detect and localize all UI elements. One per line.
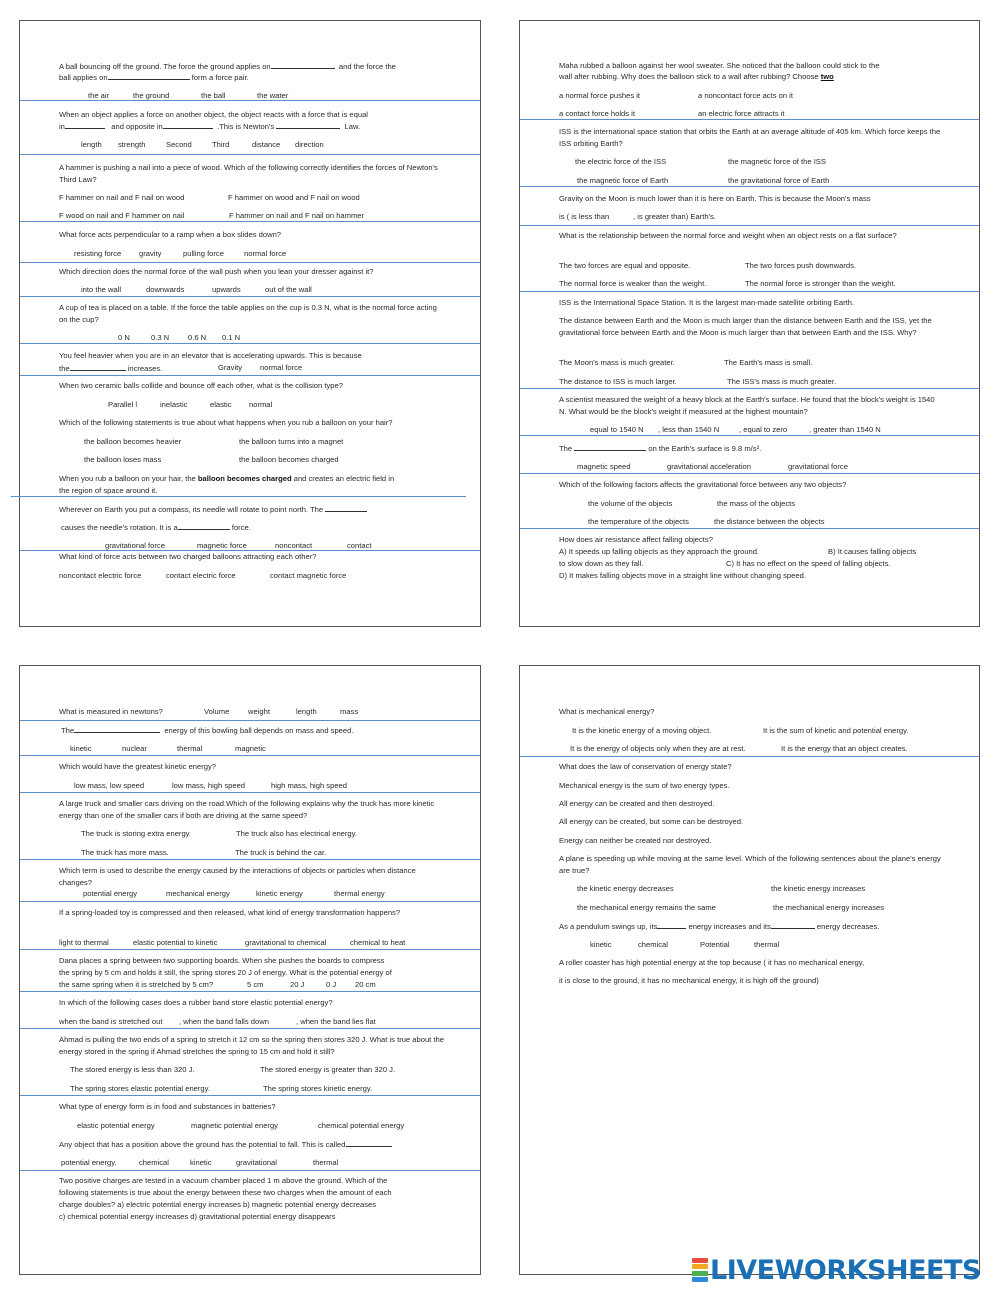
answer-option[interactable]: elastic potential energy: [77, 1121, 155, 1130]
answer-option[interactable]: Third: [212, 140, 230, 149]
answer-option[interactable]: noncontact electric force: [59, 571, 142, 580]
question-text: When two ceramic balls collide and bounce off each other, what is the collision type?: [59, 381, 343, 390]
answer-option[interactable]: The Earth's mass is small.: [724, 358, 813, 367]
question-text: The: [61, 726, 75, 735]
answer-blank[interactable]: [276, 120, 340, 129]
question-text: What is mechanical energy?: [559, 707, 655, 716]
question-text: force.: [231, 523, 251, 532]
answer-option[interactable]: out of the wall: [265, 285, 312, 294]
answer-option[interactable]: gravitational force: [105, 541, 165, 550]
answer-option[interactable]: into the wall: [81, 285, 122, 294]
answer-option[interactable]: a normal force pushes it: [559, 91, 641, 100]
question-text: energy decreases.: [816, 922, 880, 931]
answer-option[interactable]: The spring stores kinetic energy.: [263, 1084, 373, 1093]
answer-option[interactable]: The two forces are equal and opposite.: [559, 261, 691, 270]
answer-option[interactable]: gravity: [139, 249, 162, 258]
answer-option[interactable]: It is the energy of objects only when they are at rest.: [570, 744, 746, 753]
worksheet-page-forces-1: [19, 20, 481, 627]
answer-option[interactable]: the gravitational force of Earth: [728, 176, 830, 185]
answer-option[interactable]: chemical potential energy: [318, 1121, 405, 1130]
answer-option[interactable]: c) chemical potential energy increases d) gravitational potential energy disappears: [59, 1212, 336, 1221]
answer-blank[interactable]: [574, 442, 646, 451]
question-text: ISS is the International Space Station. It is the largest man-made satellite orbiting Earth.: [559, 298, 855, 307]
answer-option[interactable]: thermal: [754, 940, 780, 949]
answer-option[interactable]: the balloon becomes heavier: [84, 437, 182, 446]
answer-option[interactable]: magnetic: [235, 744, 266, 753]
emphasis-text: two: [820, 72, 834, 81]
answer-option[interactable]: the magnetic force of Earth: [577, 176, 669, 185]
answer-blank[interactable]: [70, 362, 126, 371]
question-text: Ahmad is pulling the two ends of a spring to stretch it 12 cm so the spring then stores 320 J. What is true about the energy stored in the spring if Ahmad stretches the spring to 15 cm and hold it still?: [59, 1035, 444, 1056]
worksheet-page-energy-1: [19, 665, 481, 1275]
question-text: When an object applies a force on another object, the object reacts with a force that is equal: [59, 110, 368, 119]
divider: [520, 186, 979, 187]
answer-option[interactable]: All energy can be created, but some can be destroyed.: [559, 817, 744, 826]
question-text: Which term is used to describe the energy caused by the interactions of objects or particles when distance changes?: [59, 866, 416, 887]
answer-option[interactable]: elastic: [210, 400, 232, 409]
answer-option[interactable]: potential energy.: [61, 1158, 117, 1167]
question-text: the spring by 5 cm and holds it still, the spring stores 20 J of energy. What is the potential energy of: [59, 968, 392, 977]
question-text: A cup of tea is placed on a table. If the force the table applies on the cup is 0.3 N, what is the normal force acting on the cup?: [59, 303, 437, 324]
question-text: When you rub a balloon on your hair, the: [59, 474, 196, 483]
question-text: .This is Newton's: [217, 122, 275, 131]
answer-option[interactable]: 0.1 N: [222, 333, 241, 342]
answer-option[interactable]: the balloon turns into a magnet: [239, 437, 344, 446]
answer-option[interactable]: The truck also has electrical energy.: [236, 829, 357, 838]
answer-option[interactable]: inelastic: [160, 400, 188, 409]
question-text: following statements is true about the energy between these two charges when the amount of each: [59, 1188, 392, 1197]
answer-option[interactable]: downwards: [146, 285, 185, 294]
answer-option[interactable]: the electric force of the ISS: [575, 157, 667, 166]
question-text: in: [59, 122, 65, 131]
answer-option[interactable]: 0 N: [118, 333, 130, 342]
answer-option[interactable]: distance: [252, 140, 281, 149]
worksheet-page-forces-2: [519, 20, 980, 627]
answer-option[interactable]: strength: [118, 140, 146, 149]
answer-option[interactable]: Energy can neither be created nor destroyed.: [559, 836, 712, 845]
answer-blank[interactable]: [771, 920, 815, 929]
answer-option[interactable]: length: [296, 707, 317, 716]
answer-blank[interactable]: [74, 724, 160, 733]
answer-option[interactable]: the mass of the objects: [717, 499, 796, 508]
answer-blank[interactable]: [178, 521, 230, 530]
divider: [20, 1170, 480, 1171]
answer-option[interactable]: an electric force attracts it: [698, 109, 785, 118]
answer-blank[interactable]: [108, 71, 190, 80]
answer-option[interactable]: The stored energy is greater than 320 J.: [260, 1065, 396, 1074]
question-text: A scientist measured the weight of a heavy block at the Earth's surface. He found that the block's weight is 1540 N. What would be the block's weight if measured at the highest mountain?: [559, 395, 935, 416]
divider: [20, 100, 480, 101]
answer-option[interactable]: Parallel l: [108, 400, 138, 409]
answer-option[interactable]: normal force: [244, 249, 287, 258]
answer-option[interactable]: the kinetic energy increases: [771, 884, 866, 893]
answer-option[interactable]: equal to 1540 N: [590, 425, 644, 434]
answer-option[interactable]: when the band is stretched out: [59, 1017, 163, 1026]
answer-option[interactable]: Mechanical energy is the sum of two energy types.: [559, 781, 730, 790]
answer-option[interactable]: thermal: [313, 1158, 339, 1167]
answer-option[interactable]: A) It speeds up falling objects as they approach the ground.: [559, 547, 760, 556]
answer-option[interactable]: pulling force: [183, 249, 224, 258]
answer-option[interactable]: The stored energy is less than 320 J.: [70, 1065, 195, 1074]
answer-option[interactable]: It is the sum of kinetic and potential energy.: [763, 726, 909, 735]
answer-option[interactable]: thermal energy: [334, 889, 385, 898]
answer-option[interactable]: to slow down as they fall.: [559, 559, 644, 568]
answer-blank[interactable]: [163, 120, 213, 129]
logo-stripe: [692, 1258, 708, 1263]
answer-option[interactable]: nuclear: [122, 744, 147, 753]
answer-option[interactable]: noncontact: [275, 541, 313, 550]
answer-option[interactable]: mechanical energy: [166, 889, 230, 898]
answer-option[interactable]: a noncontact force acts on it: [698, 91, 793, 100]
answer-option[interactable]: magnetic speed: [577, 462, 631, 471]
divider: [20, 949, 480, 950]
answer-option[interactable]: 0.3 N: [151, 333, 170, 342]
divider: [520, 756, 979, 757]
answer-option[interactable]: gravitational acceleration: [667, 462, 752, 471]
emphasis-text: balloon becomes charged: [197, 474, 292, 483]
answer-option[interactable]: The truck has more mass.: [81, 848, 169, 857]
answer-option[interactable]: contact: [347, 541, 372, 550]
divider: [520, 435, 979, 436]
answer-option[interactable]: kinetic: [590, 940, 612, 949]
question-text: What does the law of conservation of energy state?: [559, 762, 732, 771]
question-text: the same spring when it is stretched by 5 cm?: [59, 980, 214, 989]
answer-option[interactable]: charge doubles? a) electric potential energy increases b) magnetic potential energy decreases: [59, 1200, 377, 1209]
answer-option[interactable]: The Moon's mass is much greater.: [559, 358, 675, 367]
answer-option[interactable]: the magnetic force of the ISS: [728, 157, 826, 166]
question-text: The: [559, 444, 573, 453]
answer-option[interactable]: thermal: [177, 744, 203, 753]
answer-option[interactable]: the volume of the objects: [588, 499, 673, 508]
answer-option[interactable]: upwards: [212, 285, 241, 294]
divider: [20, 755, 480, 756]
answer-option[interactable]: the ball: [201, 91, 226, 100]
question-text: Which would have the greatest kinetic energy?: [59, 762, 217, 771]
question-text: What kind of force acts between two charged balloons attracting each other?: [59, 552, 317, 561]
logo-mark-icon: [692, 1258, 708, 1282]
answer-option[interactable]: the air: [88, 91, 110, 100]
answer-option[interactable]: kinetic: [190, 1158, 212, 1167]
answer-option[interactable]: mass: [340, 707, 359, 716]
question-text: The distance between Earth and the Moon is much larger than the distance between Earth and the ISS, yet the gravitational force between Earth and the Moon is much larger than that between Earth and the ISS. Why?: [559, 316, 932, 337]
answer-option[interactable]: it is close to the ground, it has no mechanical energy, it is high off the ground): [559, 976, 819, 985]
question-text: A roller coaster has high potential energy at the top because ( it has no mechanical energy,: [559, 958, 865, 967]
question-text: Law.: [344, 122, 361, 131]
answer-option[interactable]: light to thermal: [59, 938, 109, 947]
answer-option[interactable]: , when the band lies flat: [296, 1017, 376, 1026]
divider: [20, 221, 480, 222]
answer-option[interactable]: It is the energy that an object creates.: [781, 744, 908, 753]
answer-option[interactable]: kinetic energy: [256, 889, 303, 898]
answer-option[interactable]: Volume: [204, 707, 230, 716]
answer-option[interactable]: direction: [295, 140, 324, 149]
question-text: on the Earth's surface is 9.8 m/s².: [648, 444, 762, 453]
answer-option[interactable]: The distance to ISS is much larger.: [559, 377, 677, 386]
answer-option[interactable]: , less than 1540 N: [658, 425, 720, 434]
question-text: What is measured in newtons?: [59, 707, 163, 716]
divider: [520, 473, 979, 474]
question-text: and creates an electric field in: [293, 474, 395, 483]
divider: [20, 343, 480, 344]
answer-option[interactable]: the mechanical energy increases: [773, 903, 885, 912]
answer-option[interactable]: gravitational to chemical: [245, 938, 327, 947]
question-text: energy of this bowling ball depends on mass and speed.: [164, 726, 354, 735]
divider: [520, 291, 979, 292]
answer-option[interactable]: D) It makes falling objects move in a straight line without changing speed.: [559, 571, 806, 580]
divider: [20, 1095, 480, 1096]
logo-stripe: [692, 1271, 708, 1276]
divider: [20, 296, 480, 297]
divider: [11, 496, 466, 497]
answer-option[interactable]: The spring stores elastic potential energy.: [70, 1084, 210, 1093]
answer-option[interactable]: weight: [248, 707, 270, 716]
answer-option[interactable]: gravitational: [236, 1158, 277, 1167]
question-text: Two positive charges are tested in a vacuum chamber placed 1 m above the ground. Which of the: [59, 1176, 388, 1185]
question-text: A large truck and smaller cars driving on the road.Which of the following explains why the truck has more kinetic energy than one of the smaller cars if both are driving at the same speed?: [59, 799, 435, 820]
question-text: wall after rubbing. Why does the balloon stick to a wall after rubbing? Choose: [559, 72, 819, 81]
answer-option[interactable]: , when the band falls down: [179, 1017, 269, 1026]
answer-option[interactable]: magnetic potential energy: [191, 1121, 278, 1130]
divider: [20, 720, 480, 721]
answer-option[interactable]: 20 cm: [355, 980, 376, 989]
divider: [20, 901, 480, 902]
answer-option[interactable]: F wood on nail and F hammer on nail: [59, 211, 185, 220]
answer-option[interactable]: elastic potential to kinetic: [133, 938, 218, 947]
divider: [20, 154, 480, 155]
question-text: Dana places a spring between two supporting boards. When she pushes the boards to compress: [59, 956, 385, 965]
answer-blank[interactable]: [325, 503, 367, 512]
question-text: You feel heavier when you are in an elevator that is accelerating upwards. This is because: [59, 351, 362, 360]
answer-option[interactable]: normal force: [260, 363, 303, 372]
answer-option[interactable]: C) It has no effect on the speed of falling objects.: [726, 559, 891, 568]
answer-option[interactable]: high mass, high speed: [271, 781, 347, 790]
question-text: Wherever on Earth you put a compass, its needle will rotate to point north. The: [59, 505, 324, 514]
answer-blank[interactable]: [65, 120, 105, 129]
answer-option[interactable]: 20 J: [290, 980, 305, 989]
answer-option[interactable]: magnetic force: [197, 541, 247, 550]
answer-option[interactable]: B) It causes falling objects: [828, 547, 917, 556]
answer-option[interactable]: is ( is less than: [559, 212, 610, 221]
divider: [520, 225, 979, 226]
answer-option[interactable]: The truck is storing extra energy.: [81, 829, 192, 838]
answer-option[interactable]: The normal force is stronger than the weight.: [745, 279, 896, 288]
answer-option[interactable]: Potential: [700, 940, 730, 949]
divider: [20, 375, 480, 376]
question-text: increases.: [127, 364, 163, 373]
answer-option[interactable]: 5 cm: [247, 980, 264, 989]
question-text: What force acts perpendicular to a ramp when a box slides down?: [59, 230, 282, 239]
answer-option[interactable]: the water: [257, 91, 289, 100]
question-text: ball applies on: [59, 73, 108, 82]
question-text: form a force pair.: [191, 73, 249, 82]
question-text: What type of energy form is in food and substances in batteries?: [59, 1102, 276, 1111]
question-text: Maha rubbed a balloon against her wool sweater. She noticed that the balloon could stick to the: [559, 61, 880, 70]
logo-stripe: [692, 1264, 708, 1269]
answer-option[interactable]: a contact force holds it: [559, 109, 635, 118]
divider: [20, 859, 480, 860]
answer-option[interactable]: gravitational force: [788, 462, 848, 471]
question-text: Which of the following factors affects the gravitational force between any two objects?: [559, 480, 847, 489]
answer-option[interactable]: low mass, low speed: [74, 781, 145, 790]
divider: [20, 991, 480, 992]
answer-option[interactable]: the distance between the objects: [714, 517, 825, 526]
answer-option[interactable]: The truck is behind the car.: [235, 848, 327, 857]
answer-option[interactable]: The normal force is weaker than the weight.: [559, 279, 707, 288]
question-text: In which of the following cases does a rubber band store elastic potential energy?: [59, 998, 333, 1007]
divider: [20, 1028, 480, 1029]
divider: [20, 262, 480, 263]
question-text: A hammer is pushing a nail into a piece of wood. Which of the following correctly identifies the forces of Newton's Third Law?: [59, 163, 438, 184]
answer-option[interactable]: , greater than 1540 N: [809, 425, 881, 434]
answer-option[interactable]: resisting force: [74, 249, 122, 258]
liveworksheets-logo: [692, 1256, 981, 1284]
answer-option[interactable]: kinetic: [70, 744, 92, 753]
answer-option[interactable]: 0.6 N: [188, 333, 207, 342]
question-text: Which direction does the normal force of the wall push when you lean your dresser against it?: [59, 267, 374, 276]
answer-option[interactable]: F hammer on nail and F nail on wood: [59, 193, 185, 202]
answer-option[interactable]: F hammer on wood and F nail on wood: [228, 193, 360, 202]
answer-option[interactable]: low mass, high speed: [172, 781, 246, 790]
question-text: As a pendulum swings up, its: [559, 922, 658, 931]
answer-option[interactable]: the kinetic energy decreases: [577, 884, 674, 893]
answer-option[interactable]: F hammer on nail and F nail on hammer: [229, 211, 365, 220]
answer-option[interactable]: 0 J: [326, 980, 337, 989]
answer-option[interactable]: The two forces push downwards.: [745, 261, 857, 270]
answer-option[interactable]: the mechanical energy remains the same: [577, 903, 716, 912]
question-text: A plane is speeding up while moving at the same level. Which of the following sentences about the plane's energy are true?: [559, 854, 941, 875]
question-text: the: [59, 364, 70, 373]
answer-option[interactable]: the balloon becomes charged: [239, 455, 339, 464]
divider: [520, 388, 979, 389]
question-text: causes the needle's rotation. It is a: [61, 523, 178, 532]
answer-option[interactable]: chemical to heat: [350, 938, 406, 947]
question-text: What is the relationship between the normal force and weight when an object rests on a flat surface?: [559, 231, 897, 240]
divider: [520, 528, 979, 529]
logo-stripe: [692, 1277, 708, 1282]
question-text: Any object that has a position above the ground has the potential to fall. This is called: [59, 1140, 346, 1149]
question-text: energy increases and its: [688, 922, 771, 931]
answer-option[interactable]: the ground: [133, 91, 170, 100]
brand-name: LIVEWORKSHEETS: [710, 1254, 981, 1286]
answer-option[interactable]: chemical: [139, 1158, 169, 1167]
question-text: How does air resistance affect falling objects?: [559, 535, 713, 544]
answer-blank[interactable]: [346, 1138, 392, 1147]
question-text: and opposite in: [111, 122, 163, 131]
answer-option[interactable]: the balloon loses mass: [84, 455, 162, 464]
question-text: Gravity on the Moon is much lower than it is here on Earth. This is because the Moon's mass: [559, 194, 871, 203]
answer-option[interactable]: length: [81, 140, 102, 149]
question-text: If a spring-loaded toy is compressed and then released, what kind of energy transformation happens?: [59, 908, 401, 917]
answer-option[interactable]: contact magnetic force: [270, 571, 347, 580]
divider: [520, 119, 979, 120]
answer-option[interactable]: contact electric force: [166, 571, 236, 580]
answer-option[interactable]: The ISS's mass is much greater.: [727, 377, 837, 386]
question-text: Which of the following statements is true about what happens when you rub a balloon on your hair?: [59, 418, 393, 427]
answer-option[interactable]: potential energy: [83, 889, 138, 898]
answer-option[interactable]: the temperature of the objects: [588, 517, 689, 526]
answer-option[interactable]: normal: [249, 400, 273, 409]
question-text: ISS is the international space station that orbits the Earth at an average altitude of 405 km. Which force keeps the ISS orbiting Earth?: [559, 127, 941, 148]
answer-blank[interactable]: [657, 920, 686, 929]
answer-blank[interactable]: [271, 60, 335, 69]
question-text: and the force the: [338, 62, 396, 71]
divider: [20, 792, 480, 793]
answer-option[interactable]: chemical: [638, 940, 668, 949]
question-text: the region of space around it.: [59, 486, 158, 495]
answer-option[interactable]: Gravity: [218, 363, 243, 372]
answer-option[interactable]: All energy can be created and then destroyed.: [559, 799, 715, 808]
answer-option[interactable]: Second: [166, 140, 192, 149]
answer-option[interactable]: It is the kinetic energy of a moving object.: [572, 726, 712, 735]
answer-option[interactable]: , is greater than) Earth's.: [633, 212, 716, 221]
question-text: A ball bouncing off the ground. The force the ground applies on: [59, 62, 271, 71]
worksheet-page-energy-2: [519, 665, 980, 1275]
answer-option[interactable]: , equal to zero: [739, 425, 788, 434]
